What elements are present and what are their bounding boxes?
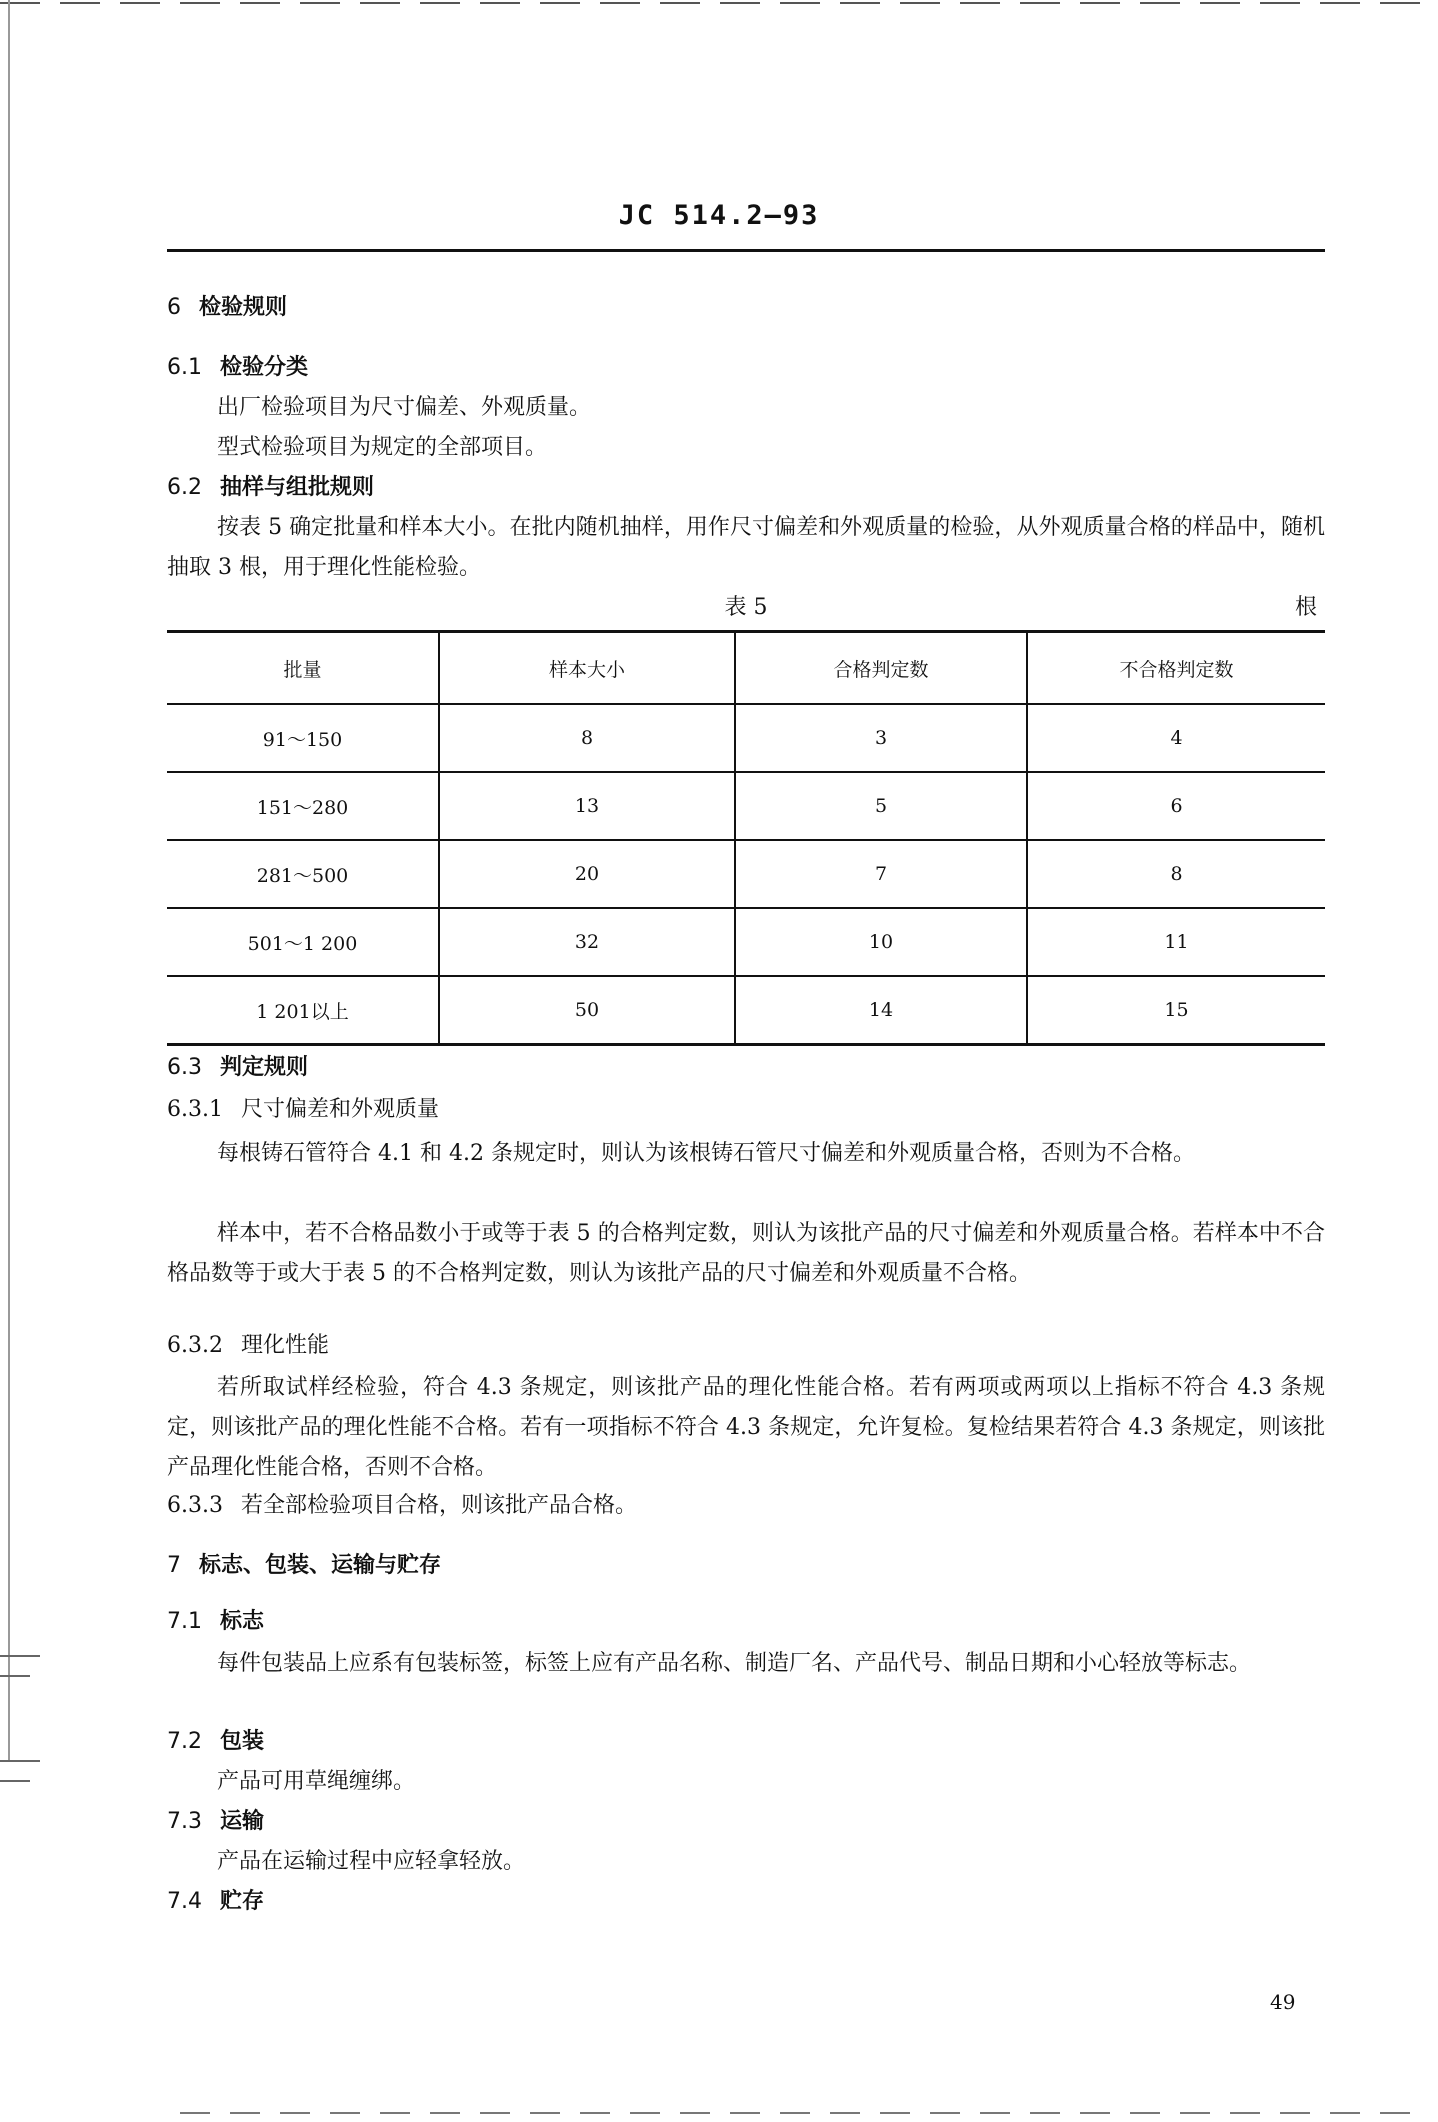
section-number: 6.3 xyxy=(167,1055,202,1080)
table-unit: 根 xyxy=(1294,595,1317,620)
section-7-1-heading xyxy=(167,1602,1325,1642)
section-6-2-heading xyxy=(167,468,1325,508)
page-number: 49 xyxy=(1270,1990,1296,2014)
section-number: 6.3.3 xyxy=(167,1493,223,1518)
section-6-3-1-heading xyxy=(167,1090,1325,1130)
table-cell: 6 xyxy=(1027,772,1325,840)
section-title: 理化性能 xyxy=(240,1333,329,1358)
table-cell: 91～150 xyxy=(167,704,439,772)
table-cell: 7 xyxy=(735,840,1027,908)
section-number: 7 xyxy=(167,1553,181,1578)
column-header: 不合格判定数 xyxy=(1027,632,1325,705)
scan-top-border xyxy=(0,2,1438,4)
scan-bottom-border xyxy=(180,2112,1420,2114)
section-7-2-heading xyxy=(167,1722,1325,1762)
table-cell: 32 xyxy=(439,908,735,976)
table-cell: 15 xyxy=(1027,976,1325,1045)
section-title: 检验规则 xyxy=(199,295,288,320)
table-header-row xyxy=(167,632,1325,705)
table-cell: 14 xyxy=(735,976,1027,1045)
section-6-1-heading xyxy=(167,348,1325,388)
section-7-4-heading xyxy=(167,1882,1325,1922)
paragraph: 型式检验项目为规定的全部项目。 xyxy=(217,435,548,460)
section-title: 检验分类 xyxy=(220,355,309,380)
scan-margin-tick xyxy=(0,1780,30,1782)
paragraph: 按表 5 确定批量和样本大小。在批内随机抽样，用作尺寸偏差和外观质量的检验，从外观质量合格的样品中，随机抽取 3 根，用于理化性能检验。 xyxy=(167,515,1325,580)
table-caption-row xyxy=(167,590,1325,626)
section-number: 6.3.1 xyxy=(167,1097,223,1122)
paragraph: 产品可用草绳缠绑。 xyxy=(217,1769,416,1794)
section-number: 7.1 xyxy=(167,1609,202,1634)
section-title: 运输 xyxy=(220,1809,265,1834)
table-cell: 10 xyxy=(735,908,1027,976)
section-7-heading xyxy=(167,1546,1325,1586)
table-row xyxy=(167,704,1325,772)
table-cell: 50 xyxy=(439,976,735,1045)
standard-code: JC 514.2—93 xyxy=(618,200,820,231)
section-6-3-3 xyxy=(167,1486,1325,1526)
table-cell: 1 201以上 xyxy=(167,976,439,1045)
section-title: 标志、包装、运输与贮存 xyxy=(199,1553,442,1578)
section-number: 6.1 xyxy=(167,355,202,380)
table-row xyxy=(167,976,1325,1045)
section-6-3-2-heading xyxy=(167,1326,1325,1366)
table-5 xyxy=(167,630,1325,1046)
paragraph: 若全部检验项目合格，则该批产品合格。 xyxy=(240,1493,637,1518)
table-cell: 8 xyxy=(1027,840,1325,908)
section-number: 6.3.2 xyxy=(167,1333,223,1358)
section-title: 标志 xyxy=(220,1609,265,1634)
table-cell: 281～500 xyxy=(167,840,439,908)
paragraph: 每根铸石管符合 4.1 和 4.2 条规定时，则认为该根铸石管尺寸偏差和外观质量合格，否则为不合格。 xyxy=(217,1141,1195,1166)
section-title: 贮存 xyxy=(220,1889,265,1914)
section-title: 包装 xyxy=(220,1729,265,1754)
section-6-heading xyxy=(167,288,1325,328)
scan-margin-tick xyxy=(0,1675,30,1677)
table-cell: 5 xyxy=(735,772,1027,840)
section-6-3-heading xyxy=(167,1048,1325,1088)
section-title: 尺寸偏差和外观质量 xyxy=(240,1097,439,1122)
table-row xyxy=(167,908,1325,976)
column-header: 合格判定数 xyxy=(735,632,1027,705)
table-cell: 20 xyxy=(439,840,735,908)
table-cell: 13 xyxy=(439,772,735,840)
column-header: 批量 xyxy=(167,632,439,705)
table-cell: 4 xyxy=(1027,704,1325,772)
paragraph: 出厂检验项目为尺寸偏差、外观质量。 xyxy=(217,395,592,420)
table-cell: 8 xyxy=(439,704,735,772)
section-number: 7.4 xyxy=(167,1889,202,1914)
scan-margin-tick xyxy=(0,1760,40,1762)
table-row xyxy=(167,772,1325,840)
scan-left-edge xyxy=(8,0,10,1760)
column-header: 样本大小 xyxy=(439,632,735,705)
paragraph: 样本中，若不合格品数小于或等于表 5 的合格判定数，则认为该批产品的尺寸偏差和外观质量合格。若样本中不合格品数等于或大于表 5 的不合格判定数，则认为该批产品的尺寸偏差和外观质量不合格。 xyxy=(167,1221,1325,1286)
section-number: 6 xyxy=(167,295,181,320)
scan-margin-tick xyxy=(0,1655,40,1657)
table-cell: 151～280 xyxy=(167,772,439,840)
paragraph: 若所取试样经检验，符合 4.3 条规定，则该批产品的理化性能合格。若有两项或两项以上指标不符合 4.3 条规定，则该批产品的理化性能不合格。若有一项指标不符合 4.3 条规定，允许复检。复检结果若符合 4.3 条规定，则该批产品理化性能合格，否则不合格。 xyxy=(167,1375,1325,1480)
table-row xyxy=(167,840,1325,908)
paragraph: 产品在运输过程中应轻拿轻放。 xyxy=(217,1849,526,1874)
section-7-3-heading xyxy=(167,1802,1325,1842)
section-number: 7.3 xyxy=(167,1809,202,1834)
paragraph: 每件包装品上应系有包装标签，标签上应有产品名称、制造厂名、产品代号、制品日期和小心轻放等标志。 xyxy=(217,1651,1252,1676)
section-title: 抽样与组批规则 xyxy=(220,475,375,500)
table-cell: 3 xyxy=(735,704,1027,772)
table-cell: 501～1 200 xyxy=(167,908,439,976)
header-rule xyxy=(167,249,1325,252)
section-title: 判定规则 xyxy=(220,1055,309,1080)
section-number: 6.2 xyxy=(167,475,202,500)
table-cell: 11 xyxy=(1027,908,1325,976)
table-caption: 表 5 xyxy=(724,595,768,620)
section-number: 7.2 xyxy=(167,1729,202,1754)
